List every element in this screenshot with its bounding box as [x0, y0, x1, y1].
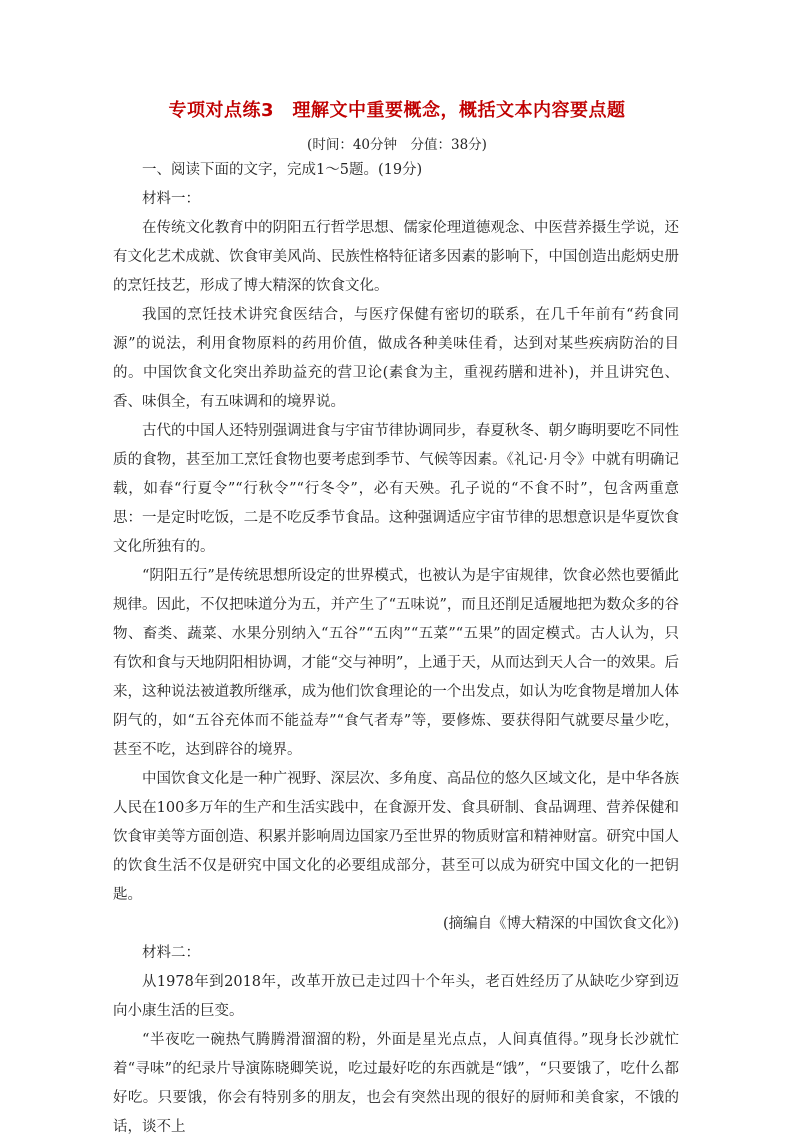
section-instruction: 一、阅读下面的文字，完成1～5题。(19分) — [142, 162, 423, 178]
material-1-paragraph-2: 我国的烹饪技术讲究食医结合，与医疗保健有密切的联系，在几千年前有“药食同源”的说法，利用食物原料的药用价值，做成各种美味佳肴，达到对某些疾病防治的目的。中国饮食文化突出养助益充的营卫论(素食为主，重视药膳和进补)，并且讲究色、香、味俱全，有五味调和的境界说。 — [113, 307, 679, 410]
material-1-paragraph-4: “阴阳五行”是传统思想所设定的世界模式，也被认为是宇宙规律，饮食必然也要循此规律。因此，不仅把味道分为五，并产生了“五味说”，而且还削足适履地把为数众多的谷物、畜类、蔬菜、水果分别纳入“五谷”“五肉”“五菜”“五果”的固定模式。古人认为，只有饮和食与天地阴阳相协调，才能“交与神明”，上通于天，从而达到天人合一的效果。后来，这种说法被道教所继承，成为他们饮食理论的一个出发点，如认为吃食物是增加人体阴气的，如“五谷充体而不能益寿”“食气者寿”等，要修炼、要获得阳气就要尽量少吃，甚至不吃，达到辟谷的境界。 — [113, 568, 679, 758]
material-1-paragraph-5: 中国饮食文化是一种广视野、深层次、多角度、高品位的悠久区域文化，是中华各族人民在100多万年的生产和生活实践中，在食源开发、食具研制、食品调理、营养保健和饮食审美等方面创造、积累并影响周边国家乃至世界的物质财富和精神财富。研究中国人的饮食生活不仅是研究中国文化的必要组成部分，甚至可以成为研究中国文化的一把钥匙。 — [113, 771, 679, 903]
material-1-paragraph-1: 在传统文化教育中的阴阳五行哲学思想、儒家伦理道德观念、中医营养摄生学说，还有文化艺术成就、饮食审美风尚、民族性格特征诸多因素的影响下，中国创造出彪炳史册的烹饪技艺，形成了博大精深的饮食文化。 — [113, 220, 679, 294]
material-2-label: 材料二： — [142, 945, 200, 961]
material-2-paragraph-2: “半夜吃一碗热气腾腾滑溜溜的粉，外面是星光点点，人间真值得。”现身长沙就忙着“寻味”的纪录片导演陈晓卿笑说，吃过最好吃的东西就是“饿”，“只要饿了，吃什么都好吃。只要饿，你会有特别多的朋友，也会有突然出现的很好的厨师和美食家，不饿的话，谈不上 — [113, 1032, 679, 1135]
material-1-paragraph-3: 古代的中国人还特别强调进食与宇宙节律协调同步，春夏秋冬、朝夕晦明要吃不同性质的食物，甚至加工烹饪食物也要考虑到季节、气候等因素。《礼记·月令》中就有明确记载，如春“行夏令”“行秋令”“行冬令”，必有天殃。孔子说的“不食不时”，包含两重意思：一是定时吃饭，二是不吃反季节食品。这种强调适应宇宙节律的思想意识是华夏饮食文化所独有的。 — [113, 423, 679, 555]
page-title: 专项对点练3 理解文中重要概念，概括文本内容要点题 — [168, 100, 626, 121]
material-1-label: 材料一： — [142, 191, 200, 207]
material-1-source: (摘编自《博大精深的中国饮食文化》) — [442, 916, 679, 932]
material-2-paragraph-1: 从1978年到2018年，改革开放已走过四十个年头，老百姓经历了从缺吃少穿到迈向小康生活的巨变。 — [113, 974, 679, 1019]
time-score-info: (时间：40分钟 分值：38分) — [307, 137, 487, 153]
document-body — [113, 156, 679, 1142]
